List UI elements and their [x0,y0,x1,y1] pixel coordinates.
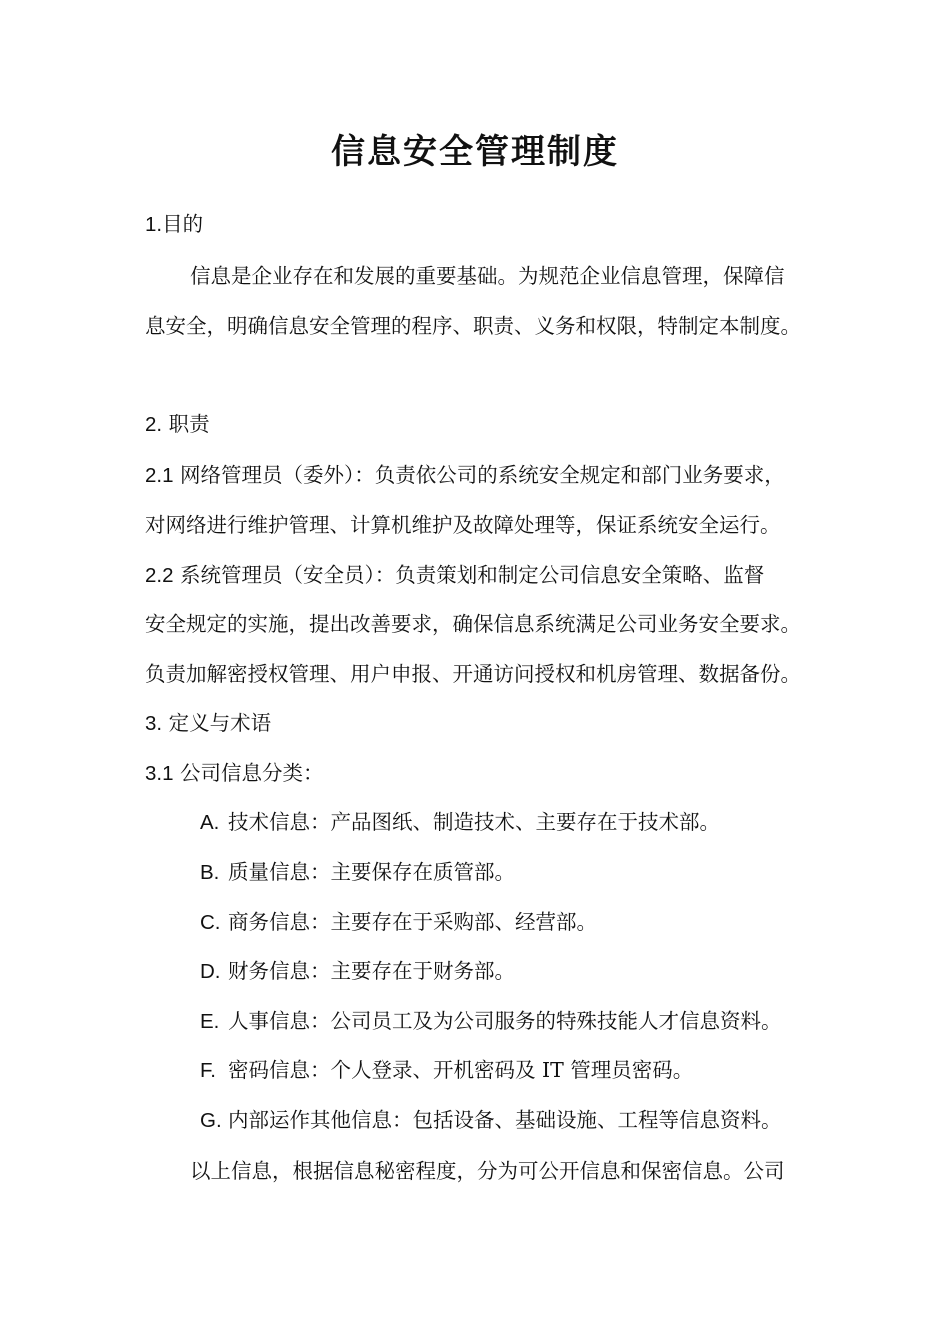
section-1-heading [145,210,203,239]
list-item-d [200,957,515,986]
list-item-marker: G. [200,1109,222,1132]
list-item-text: 质量信息：主要保存在质管部。 [228,860,515,884]
section-3-title: 定义与术语 [162,711,272,735]
list-item-text: 内部运作其他信息：包括设备、基础设施、工程等信息资料。 [228,1108,782,1132]
list-item-text: 人事信息：公司员工及为公司服务的特殊技能人才信息资料。 [228,1009,782,1033]
list-item-marker: A. [200,811,220,834]
list-item-marker: B. [200,861,220,884]
section-2-title: 职责 [162,412,210,436]
section-2-1-number: 2.1 [145,464,174,487]
section-2-2-number: 2.2 [145,564,174,587]
list-item-g [200,1106,782,1135]
list-item-text: 密码信息：个人登录、开机密码及 IT 管理员密码。 [228,1058,694,1082]
section-1-paragraph-line-1: 信息是企业存在和发展的重要基础。为规范企业信息管理，保障信 [190,264,785,288]
list-item-marker: C. [200,911,221,934]
section-2-2-line-2: 安全规定的实施，提出改善要求，确保信息系统满足公司业务安全要求。 [145,612,801,636]
section-3-1-heading [145,759,324,788]
section-2-2-line-3: 负责加解密授权管理、用户申报、开通访问授权和机房管理、数据备份。 [145,662,801,686]
list-item-f [200,1056,693,1085]
section-2-1-line-2: 对网络进行维护管理、计算机维护及故障处理等，保证系统安全运行。 [145,513,781,537]
section-3-number: 3. [145,712,163,735]
section-1-number: 1. [145,213,163,236]
section-2-2-text: 系统管理员（安全员）：负责策划和制定公司信息安全策略、监督 [173,563,765,587]
list-item-e [200,1007,782,1036]
list-item-text: 技术信息：产品图纸、制造技术、主要存在于技术部。 [228,810,720,834]
section-1-paragraph-line-2: 息安全，明确信息安全管理的程序、职责、义务和权限，特制定本制度。 [145,314,801,338]
list-item-text: 商务信息：主要存在于采购部、经营部。 [228,910,597,934]
section-2-1-line-1 [145,461,785,490]
section-3-heading [145,709,271,738]
list-item-a [200,808,720,837]
list-item-c [200,908,597,937]
section-2-2-line-1 [145,561,764,590]
closing-paragraph-line-1: 以上信息，根据信息秘密程度，分为可公开信息和保密信息。公司 [190,1159,785,1183]
section-2-number: 2. [145,413,163,436]
section-2-heading [145,410,210,439]
list-item-marker: F. [200,1059,216,1082]
list-item-marker: D. [200,960,221,983]
section-3-1-number: 3.1 [145,762,174,785]
section-2-1-text: 网络管理员（委外）：负责依公司的系统安全规定和部门业务要求， [173,463,785,487]
section-3-1-text: 公司信息分类： [173,761,324,785]
list-item-text: 财务信息：主要存在于财务部。 [228,959,515,983]
section-1-title: 目的 [162,212,204,236]
document-title: 信息安全管理制度 [331,132,619,172]
list-item-b [200,858,515,887]
list-item-marker: E. [200,1010,220,1033]
